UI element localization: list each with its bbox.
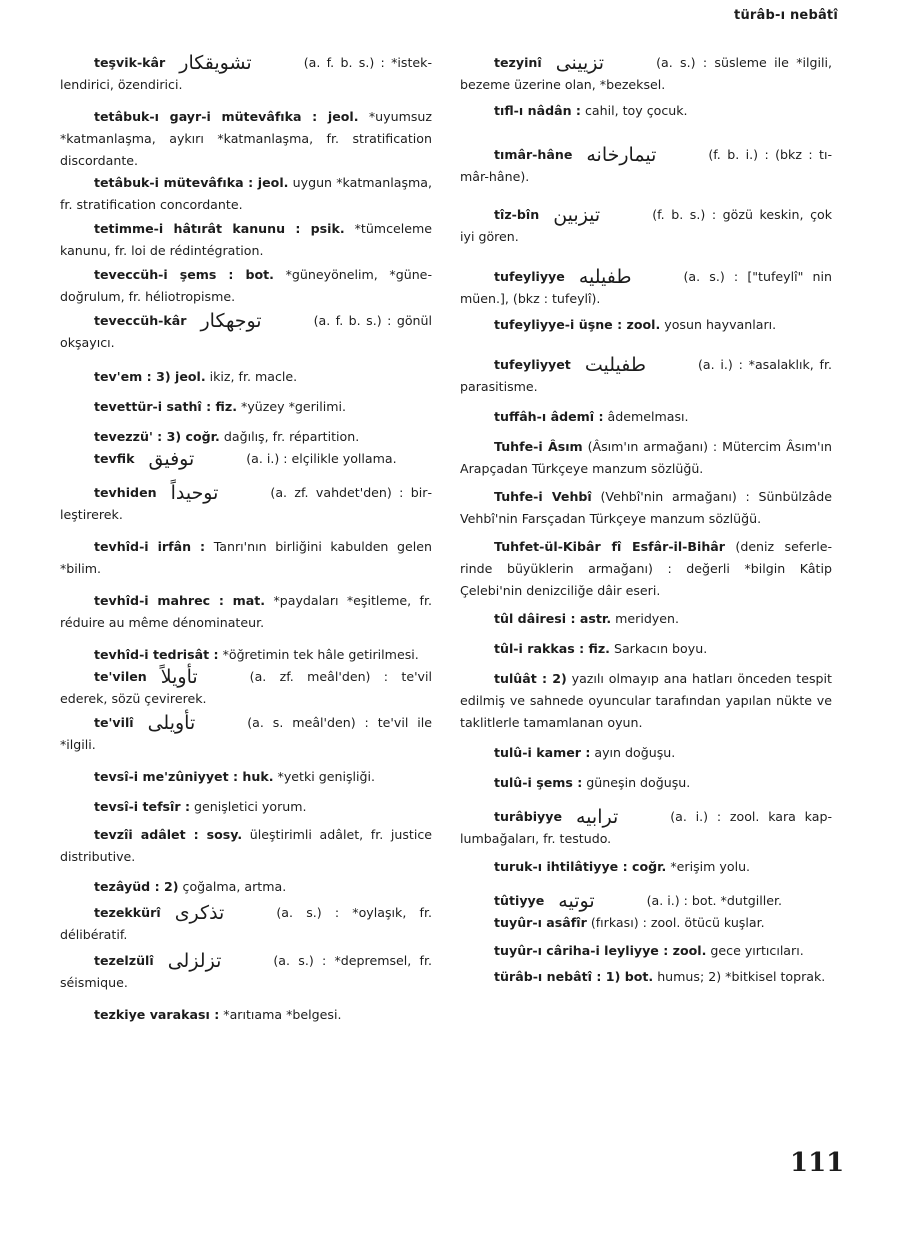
entry-headword: tîz-bîn [494,207,540,222]
entry-headword: tûl dâiresi : astr. [494,611,612,626]
dictionary-entry [460,856,832,878]
dictionary-entry [60,396,432,418]
dictionary-entry [60,482,432,526]
entry-arabic-script: طفيليت [584,354,646,376]
entry-definition: *güneyönelim, *günedoğrulum, fr. héliotropisme. [60,267,432,304]
dictionary-entry [460,912,832,934]
entry-headword: tevfik [94,451,135,466]
entry-definition: (a. i.) : *asalaklık, fr. parasitisme. [460,357,832,394]
entry-definition: dağılış, fr. répartition. [223,429,360,444]
entry-headword: tevsî-i me'zûniyyet : huk. [94,769,274,784]
right-column [460,52,832,988]
entry-headword: te'vilen [94,669,147,684]
dictionary-entry [60,824,432,868]
entry-headword: te'vilî [94,715,134,730]
entry-definition: (Âsım'ın armağanı) : Mütercim Âsım'ın Arapçadan Türkçeye manzum sözlüğü. [460,439,832,476]
entry-arabic-script: تيزبين [553,204,601,226]
entry-definition: (fırkası) : zool. ötücü kuşlar. [590,915,765,930]
dictionary-entry [60,1004,432,1026]
dictionary-entry [460,406,832,428]
entry-headword: tevezzü' : 3) coğr. [94,429,220,444]
entry-headword: tevhiden [94,485,157,500]
entry-definition: (a. i.) : zool. kara kaplumbağaları, fr. testudo. [460,809,832,846]
entry-definition: (a. s.) : *depremsel, fr. séismique. [60,953,432,990]
entry-definition: (a. f. b. s.) : gönül okşayıcı. [60,313,432,350]
left-column [60,52,432,1026]
dictionary-entry [60,536,432,580]
entry-arabic-script: تشويقكار [179,52,252,74]
entry-headword: tevettür-i sathî : fiz. [94,399,238,414]
entry-arabic-script: توجهكار [200,310,262,332]
dictionary-entry [60,426,432,448]
entry-definition: *tümceleme kanunu, fr. loi de rédintégration. [60,221,432,258]
entry-headword: teveccüh-kâr [94,313,187,328]
dictionary-entry [460,742,832,764]
entry-definition: *yetki genişliği. [277,769,376,784]
dictionary-entry [460,536,832,602]
entry-arabic-script: تزيينى [555,52,605,74]
dictionary-entry [460,806,832,850]
entry-headword: tuyûr-ı câriha-i leyliyye : zool. [494,943,707,958]
dictionary-entry [60,644,432,666]
entry-headword: tûtiyye [494,893,545,908]
entry-definition: (a. s.) : süsleme ile *ilgili, bezeme üzerine olan, *bezeksel. [460,55,832,92]
dictionary-entry [60,366,432,388]
dictionary-entry [460,638,832,660]
entry-definition: Sarkacın boyu. [613,641,708,656]
entry-definition: meridyen. [615,611,679,626]
entry-headword: tezâyüd : 2) [94,879,179,894]
entry-headword: tufeyliyyet [494,357,571,372]
page-number: 111 [790,1148,845,1178]
entry-definition: genişletici yorum. [194,799,307,814]
entry-headword: tevsî-i tefsîr : [94,799,190,814]
entry-arabic-script: توتيه [558,890,595,912]
dictionary-entry [460,354,832,398]
entry-definition: *erişim yolu. [670,859,751,874]
dictionary-entry [60,666,432,710]
entry-definition: *paydaları *eşitleme, fr. réduire au même dénominateur. [60,593,432,630]
entry-headword: tezelzülî [94,953,154,968]
dictionary-entry [460,486,832,530]
entry-headword: türâb-ı nebâtî : 1) bot. [494,969,654,984]
entry-headword: tetâbuk-i mütevâfıka : jeol. [94,175,289,190]
entry-definition: (a. i.) : elçilikle yollama. [246,451,397,466]
entry-arabic-script: ترابيه [576,806,619,828]
entry-headword: tevhîd-i tedrisât : [94,647,219,662]
dictionary-entry [60,264,432,308]
entry-definition: humus; 2) *bitkisel toprak. [657,969,826,984]
entry-definition: âdemelması. [607,409,689,424]
entry-arabic-script: توحيداً [170,482,219,504]
entry-definition: (a. s.) : ["tufeylî" nin müen.], (bkz : tufeylî). [460,269,832,306]
dictionary-entry [460,204,832,248]
entry-definition: *uyumsuz *katmanlaşma, aykırı *katmanlaşma, fr. stratification discordante. [60,109,432,168]
entry-definition: uygun *katmanlaşma, fr. stratification concordante. [60,175,432,212]
dictionary-entry [60,310,432,354]
entry-definition: güneşin doğuşu. [586,775,691,790]
dictionary-entry [60,950,432,994]
entry-definition: *arıtıama *belgesi. [223,1007,342,1022]
entry-arabic-script: توفيق [148,448,195,470]
dictionary-entry [460,608,832,630]
entry-definition: (a. zf. vahdet'den) : birleştirerek. [60,485,432,522]
entry-headword: tev'em : 3) jeol. [94,369,206,384]
dictionary-entry [460,144,832,188]
entry-headword: tıfl-ı nâdân : [494,103,581,118]
dictionary-entry [60,712,432,756]
entry-headword: tevhîd-i mahrec : mat. [94,593,266,608]
entry-headword: tezyinî [494,55,542,70]
entry-definition: (a. s.) : *oylaşık, fr. délibératif. [60,905,432,942]
entry-headword: tûl-i rakkas : fiz. [494,641,610,656]
entry-definition: *yüzey *gerilimi. [241,399,347,414]
entry-headword: teveccüh-i şems : bot. [94,267,274,282]
running-head: türâb-ı nebâtî [734,8,838,23]
dictionary-entry [60,796,432,818]
dictionary-entry [460,940,832,962]
entry-headword: tevzîi adâlet : sosy. [94,827,243,842]
entry-definition: (a. f. b. s.) : *isteklendirici, özendirici. [60,55,432,92]
entry-arabic-script: تيمارخانه [586,144,657,166]
entry-headword: tezekkürî [94,905,161,920]
dictionary-entry [460,668,832,734]
entry-definition: ayın doğuşu. [594,745,676,760]
entry-headword: teşvik-kâr [94,55,166,70]
entry-definition: yosun hayvanları. [664,317,777,332]
entry-headword: tuyûr-ı asâfîr [494,915,587,930]
entry-definition: üleştirimli adâlet, fr. justice distributive. [60,827,433,864]
entry-definition: (f. b. i.) : (bkz : tımâr-hâne). [460,147,832,184]
entry-definition: (f. b. s.) : gözü keskin, çok iyi gören. [460,207,832,244]
entry-headword: turuk-ı ihtilâtiyye : coğr. [494,859,667,874]
dictionary-entry [460,314,832,336]
entry-arabic-script: تأويلاً [160,666,198,688]
entry-headword: tufeyliyye [494,269,565,284]
dictionary-entry [60,52,432,96]
entry-definition: gece yırtıcıları. [710,943,804,958]
dictionary-entry [460,266,832,310]
entry-definition: (a. zf. meâl'den) : te'vil ederek, sözü çevirerek. [60,669,432,706]
dictionary-entry [60,766,432,788]
dictionary-entry [60,590,432,634]
entry-definition: Tanrı'nın birliğini kabulden gelen *bilim. [60,539,432,576]
dictionary-entry [60,902,432,946]
entry-headword: tetâbuk-ı gayr-i mütevâfıka : jeol. [94,109,359,124]
entry-headword: Tuhfe-i Âsım [494,439,583,454]
entry-definition: ikiz, fr. macle. [209,369,298,384]
entry-headword: tetimme-i hâtırât kanunu : psik. [94,221,345,236]
dictionary-entry [60,172,432,216]
entry-definition: (a. s. meâl'den) : te'vil ile *ilgili. [60,715,432,752]
entry-headword: tımâr-hâne [494,147,573,162]
dictionary-entry [60,106,432,172]
entry-headword: tezkiye varakası : [94,1007,220,1022]
entry-headword: tevhîd-i irfân : [94,539,206,554]
entry-headword: tulû-i kamer : [494,745,591,760]
dictionary-entry [60,218,432,262]
entry-definition: (deniz seferlerinde büyüklerin armağanı) : değerli *bilgin Kâtip Çelebi'nin denizciliğe dâir eseri. [460,539,832,598]
entry-definition: cahil, toy çocuk. [584,103,688,118]
dictionary-entry [460,100,832,122]
dictionary-entry [460,890,832,912]
dictionary-entry [460,772,832,794]
entry-definition: (Vehbî'nin armağanı) : Sünbülzâde Vehbî'nin Farsçadan Türkçeye manzum sözlüğü. [460,489,833,526]
dictionary-entry [60,448,432,470]
entry-headword: tufeyliyye-i üşne : zool. [494,317,661,332]
entry-definition: *öğretimin tek hâle getirilmesi. [222,647,419,662]
entry-arabic-script: طفيليه [578,266,632,288]
dictionary-entry [460,966,832,988]
entry-headword: tulû-i şems : [494,775,583,790]
entry-definition: yazılı olmayıp ana hatları önceden tespit edilmiş ve sahnede oyuncular tarafından yapılan nükte ve taklitlerle tamamlanan oyun. [460,671,832,730]
dictionary-entry [60,876,432,898]
dictionary-entry [460,436,832,480]
entry-headword: tuffâh-ı âdemî : [494,409,604,424]
entry-definition: çoğalma, artma. [182,879,287,894]
dictionary-entry [460,52,832,96]
entry-headword: turâbiyye [494,809,562,824]
entry-headword: tulûât : 2) [494,671,567,686]
entry-arabic-script: تذكرى [174,902,225,924]
entry-arabic-script: تزلزلى [167,950,222,972]
entry-definition: (a. i.) : bot. *dutgiller. [646,893,783,908]
entry-headword: Tuhfet-ül-Kibâr fî Esfâr-il-Bihâr [494,539,726,554]
entry-headword: Tuhfe-i Vehbî [494,489,592,504]
entry-arabic-script: تأويلى [147,712,196,734]
